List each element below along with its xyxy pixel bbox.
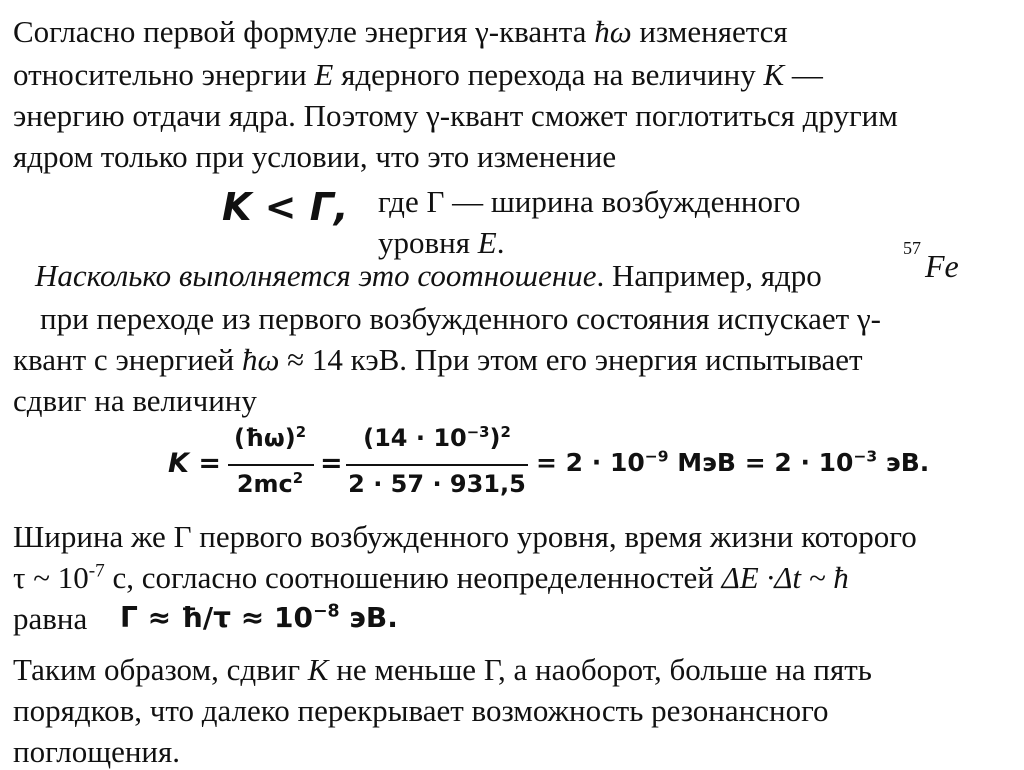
text: K = bbox=[168, 448, 221, 479]
text: (14 · 10 bbox=[363, 424, 467, 452]
text: эВ. bbox=[339, 601, 398, 634]
hbar-omega: ħω bbox=[594, 14, 632, 49]
para2-line2: при переходе из первого возбужденного состояния испускает γ- bbox=[40, 301, 881, 336]
text: = 2 · 10 bbox=[536, 448, 645, 477]
para3-line1: Ширина же Γ первого возбужденного уровня, время жизни которого bbox=[13, 519, 917, 554]
text: ) bbox=[489, 424, 501, 452]
formula-rhs bbox=[536, 448, 929, 477]
text: с, согласно соотношению неопределенностей bbox=[104, 560, 722, 595]
frac2-bar bbox=[346, 464, 528, 466]
text: . bbox=[496, 225, 505, 260]
text: изменяется bbox=[631, 14, 788, 49]
text: (ħω) bbox=[233, 424, 296, 452]
text: квант с энергией bbox=[13, 342, 243, 377]
exponent: −8 bbox=[312, 601, 340, 622]
para4-line2: порядков, что далеко перекрывает возможность резонансного bbox=[13, 693, 829, 728]
text: Согласно первой формуле энергия γ-кванта bbox=[13, 14, 595, 49]
exponent: 2 bbox=[292, 469, 304, 487]
para4-line3: поглощения. bbox=[13, 734, 181, 769]
text: МэВ = 2 · 10 bbox=[668, 448, 854, 477]
para2-line3 bbox=[13, 342, 863, 378]
para1-line1 bbox=[13, 14, 788, 50]
text: Таким образом, сдвиг bbox=[13, 652, 308, 687]
exponent: -7 bbox=[88, 560, 105, 582]
para1-line3: энергию отдачи ядра. Поэтому γ-квант сможет поглотиться другим bbox=[13, 98, 898, 133]
formula-lhs bbox=[168, 448, 221, 479]
nucleus-mass-number: 57 bbox=[903, 238, 921, 258]
text: ≈ 14 кэВ. При этом его энергия испытывает bbox=[279, 342, 863, 377]
text: . Например, ядро bbox=[596, 258, 822, 293]
formula-eq1: = bbox=[320, 448, 343, 479]
exponent: −3 bbox=[853, 447, 878, 466]
text: Γ ≈ ħ/τ ≈ 10 bbox=[120, 601, 313, 634]
exponent: −9 bbox=[644, 447, 669, 466]
exponent: −3 bbox=[466, 423, 490, 441]
ineq-desc-line1: где Γ — ширина возбужденного bbox=[378, 184, 801, 219]
nucleus-symbol: Fe bbox=[925, 248, 959, 284]
recoil-symbol: K bbox=[763, 57, 785, 92]
text: эВ. bbox=[877, 448, 930, 477]
text: уровня bbox=[378, 225, 478, 260]
para3-line3: равна bbox=[13, 601, 88, 636]
energy-symbol: E bbox=[314, 57, 334, 92]
recoil-symbol: K bbox=[307, 652, 329, 687]
uncertainty-relation: ΔE ·Δt ~ ħ bbox=[721, 560, 849, 595]
ineq-desc-line2 bbox=[378, 225, 504, 261]
gamma-formula bbox=[120, 601, 398, 634]
text: τ ~ 10 bbox=[13, 560, 89, 595]
hbar-omega: ħω bbox=[242, 342, 280, 377]
frac1-numerator bbox=[228, 424, 312, 452]
text: не меньше Γ, а наоборот, больше на пять bbox=[328, 652, 872, 687]
frac2-denominator: 2 · 57 · 931,5 bbox=[348, 470, 526, 498]
text: ядерного перехода на величину bbox=[333, 57, 764, 92]
inequality-formula: K < Γ, bbox=[222, 185, 349, 229]
exponent: 2 bbox=[295, 423, 307, 441]
frac1-denominator bbox=[228, 470, 312, 498]
frac2-numerator bbox=[346, 424, 528, 452]
exponent: 2 bbox=[500, 423, 511, 441]
text: 2mc bbox=[236, 470, 293, 498]
question-italic: Насколько выполняется это соотношение bbox=[35, 258, 597, 293]
frac1-bar bbox=[228, 464, 314, 466]
para2-line4: сдвиг на величину bbox=[13, 383, 257, 418]
para2-line1 bbox=[35, 258, 822, 294]
para1-line2 bbox=[13, 57, 823, 93]
para3-line2 bbox=[13, 560, 849, 596]
text: — bbox=[784, 57, 823, 92]
para1-line4: ядром только при условии, что это изменение bbox=[13, 139, 617, 174]
energy-symbol: E bbox=[477, 225, 497, 260]
text: относительно энергии bbox=[13, 57, 315, 92]
para4-line1 bbox=[13, 652, 872, 688]
